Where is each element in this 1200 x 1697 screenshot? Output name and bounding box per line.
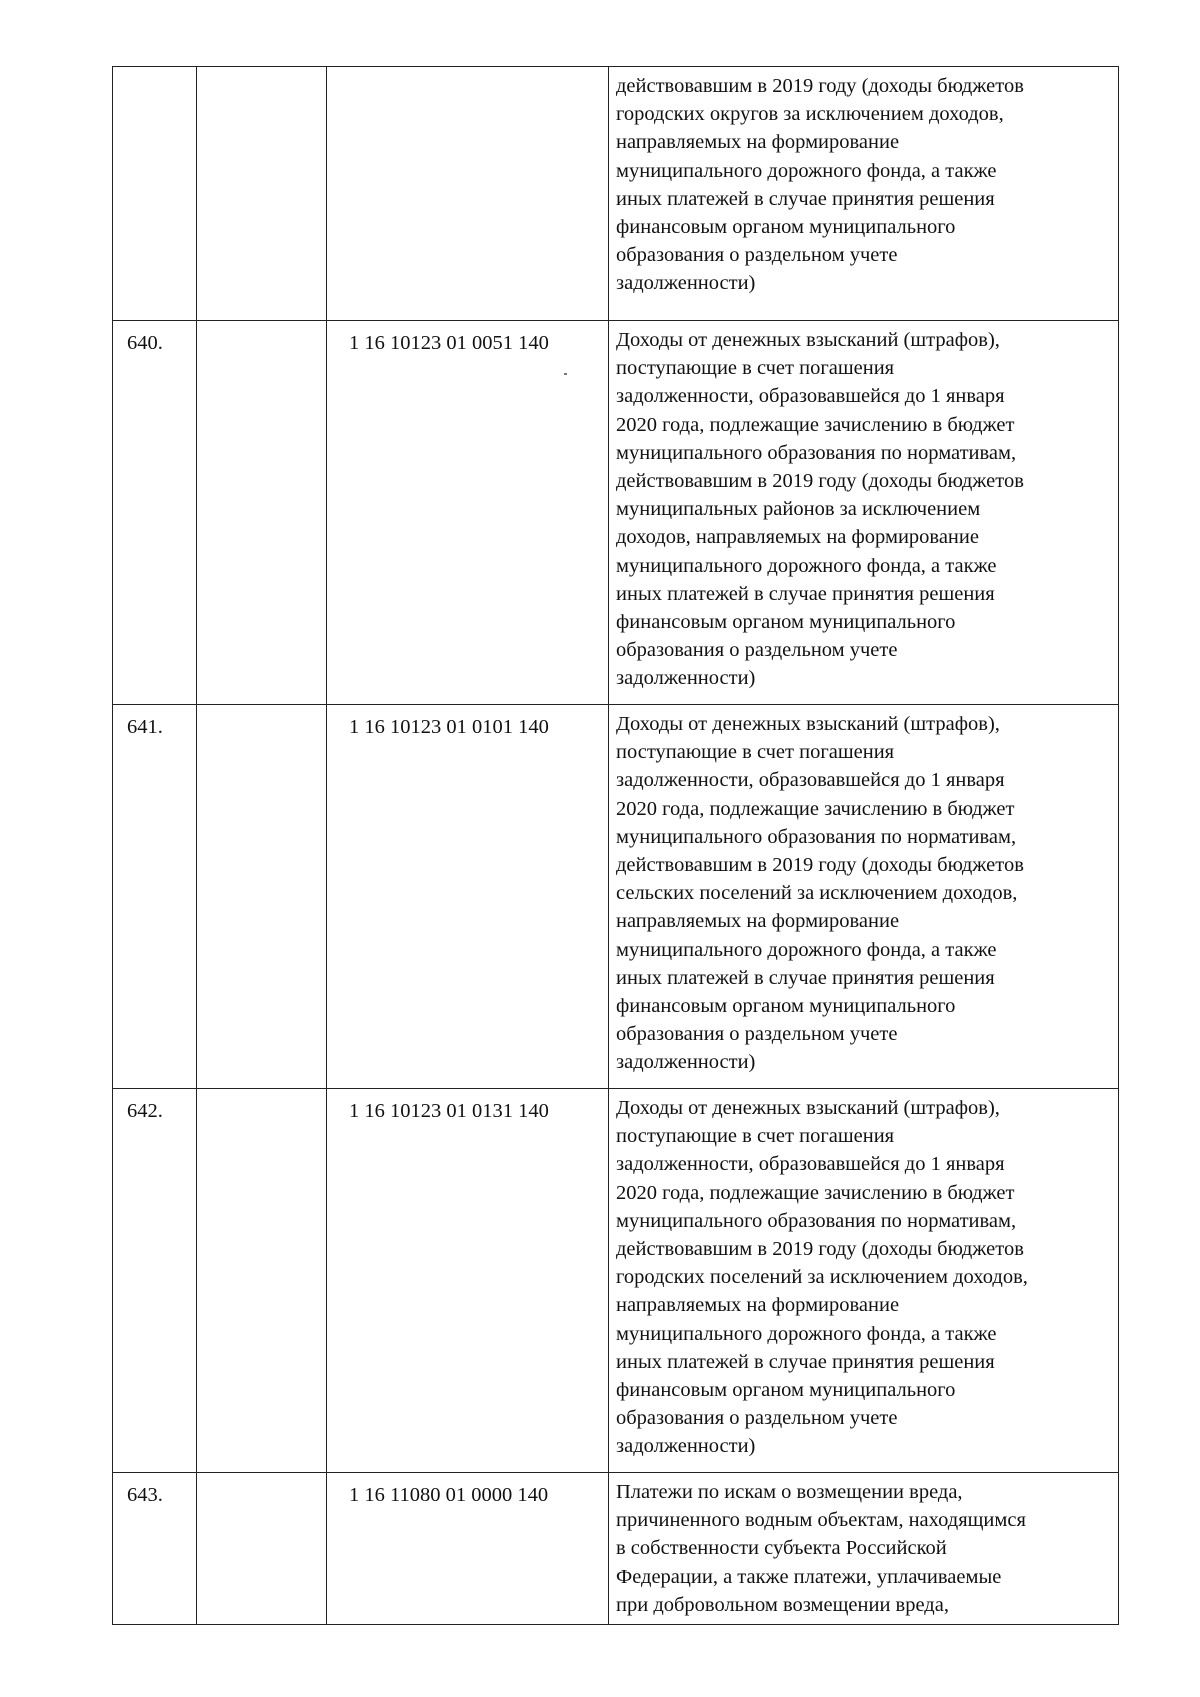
description-line: поступающие в счет погашения xyxy=(616,357,895,380)
description-line: задолженности) xyxy=(616,272,756,295)
description-cell xyxy=(609,321,1119,705)
description-line: финансовым органом муниципального xyxy=(616,611,956,634)
description-line: муниципального образования по нормативам, xyxy=(616,1209,1017,1232)
scan-artifact xyxy=(564,373,567,375)
empty-cell xyxy=(197,1089,327,1473)
description-line: задолженности, образовавшейся до 1 января xyxy=(616,385,1005,408)
description-line: 2020 года, подлежащие зачислению в бюджет xyxy=(616,797,1015,820)
row-number: 642. xyxy=(113,1089,197,1473)
description-line: образования о раздельном учете xyxy=(616,244,898,267)
description-line: направляемых на формирование xyxy=(616,131,900,154)
description-cell xyxy=(609,1089,1119,1473)
description-line: иных платежей в случае принятия решения xyxy=(616,582,995,605)
description-line: действовавшим в 2019 году (доходы бюджетов xyxy=(616,470,1024,493)
description-line: муниципального дорожного фонда, а также xyxy=(616,938,997,961)
table-row xyxy=(113,1473,1119,1625)
table-row xyxy=(113,321,1119,705)
description-line: образования о раздельном учете xyxy=(616,1407,898,1430)
description-line: муниципального образования по нормативам, xyxy=(616,441,1017,464)
description-line: образования о раздельном учете xyxy=(616,1023,898,1046)
description-cell xyxy=(609,67,1119,321)
description-line: городских округов за исключением доходов, xyxy=(616,103,1004,126)
description-line: поступающие в счет погашения xyxy=(616,741,895,764)
description-line: Доходы от денежных взысканий (штрафов), xyxy=(616,713,1000,735)
description-line: причиненного водным объектам, находящимся xyxy=(616,1509,1026,1532)
budget-code: 1 16 10123 01 0101 140 xyxy=(327,705,609,1089)
description-line: действовавшим в 2019 году (доходы бюджетов xyxy=(616,854,1024,877)
description-line: задолженности, образовавшейся до 1 января xyxy=(616,769,1005,792)
description-line: иных платежей в случае принятия решения xyxy=(616,966,995,989)
description-line: финансовым органом муниципального xyxy=(616,995,956,1018)
description-line: финансовым органом муниципального xyxy=(616,216,956,239)
row-number: 641. xyxy=(113,705,197,1089)
description-line: действовавшим в 2019 году (доходы бюджетов xyxy=(616,1238,1024,1261)
description-line: Доходы от денежных взысканий (штрафов), xyxy=(616,329,1000,351)
description-line: городских поселений за исключением доходов, xyxy=(616,1266,1028,1289)
description-line: Доходы от денежных взысканий (штрафов), xyxy=(616,1097,1000,1119)
description-line: финансовым органом муниципального xyxy=(616,1379,956,1402)
description-line: при добровольном возмещении вреда, xyxy=(616,1593,949,1616)
budget-code: 1 16 11080 01 0000 140 xyxy=(327,1473,609,1625)
description-line: муниципального образования по нормативам, xyxy=(616,825,1017,848)
description-line: задолженности) xyxy=(616,1051,756,1074)
description-line: муниципального дорожного фонда, а также xyxy=(616,1322,997,1345)
empty-cell xyxy=(197,1473,327,1625)
description-line: задолженности, образовавшейся до 1 января xyxy=(616,1153,1005,1176)
description-line: направляемых на формирование xyxy=(616,910,900,933)
row-number: 643. xyxy=(113,1473,197,1625)
description-line: образования о раздельном учете xyxy=(616,639,898,662)
description-line: муниципальных районов за исключением xyxy=(616,498,981,521)
budget-codes-table xyxy=(112,66,1119,1625)
description-line: задолженности) xyxy=(616,667,756,690)
description-line: муниципального дорожного фонда, а также xyxy=(616,159,997,182)
description-line: иных платежей в случае принятия решения xyxy=(616,1350,995,1373)
description-line: сельских поселений за исключением доходов, xyxy=(616,882,1018,905)
description-cell xyxy=(609,1473,1119,1625)
empty-cell xyxy=(197,705,327,1089)
table-row xyxy=(113,705,1119,1089)
description-line: задолженности) xyxy=(616,1435,756,1458)
description-line: иных платежей в случае принятия решения xyxy=(616,187,995,210)
row-number xyxy=(113,67,197,321)
description-line: 2020 года, подлежащие зачислению в бюджет xyxy=(616,413,1015,436)
description-line: Платежи по искам о возмещении вреда, xyxy=(616,1481,963,1503)
description-line: 2020 года, подлежащие зачислению в бюджет xyxy=(616,1181,1015,1204)
empty-cell xyxy=(197,67,327,321)
budget-code: 1 16 10123 01 0131 140 xyxy=(327,1089,609,1473)
description-line: поступающие в счет погашения xyxy=(616,1125,895,1148)
table-row xyxy=(113,67,1119,321)
description-cell xyxy=(609,705,1119,1089)
description-line: муниципального дорожного фонда, а также xyxy=(616,554,997,577)
description-line: Федерации, а также платежи, уплачиваемые xyxy=(616,1565,1002,1588)
budget-code: 1 16 10123 01 0051 140 xyxy=(327,321,609,705)
description-line: доходов, направляемых на формирование xyxy=(616,526,979,549)
description-line: действовавшим в 2019 году (доходы бюджетов xyxy=(616,75,1024,97)
table-row xyxy=(113,1089,1119,1473)
description-line: в собственности субъекта Российской xyxy=(616,1537,947,1560)
row-number: 640. xyxy=(113,321,197,705)
empty-cell xyxy=(197,321,327,705)
description-line: направляемых на формирование xyxy=(616,1294,900,1317)
budget-code xyxy=(327,67,609,321)
